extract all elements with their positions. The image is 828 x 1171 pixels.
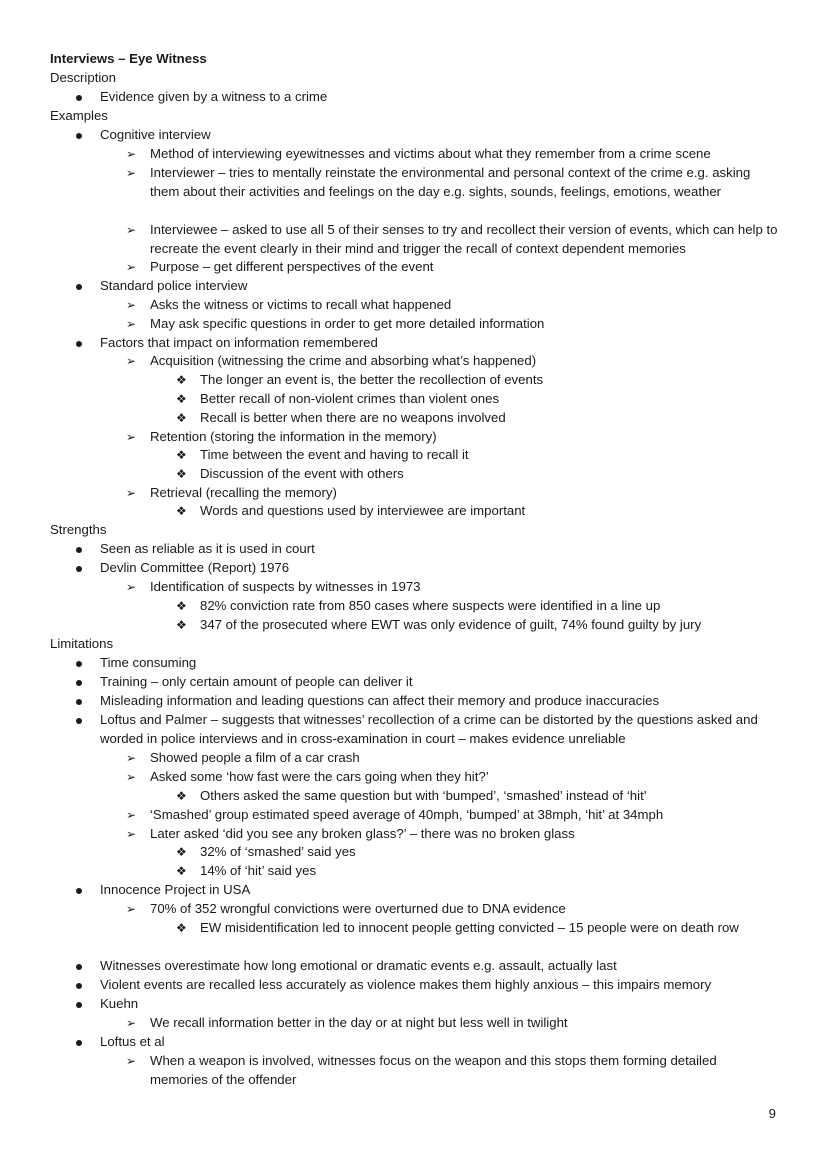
section-label-examples: Examples: [50, 108, 108, 123]
diamond-bullet-icon: ❖: [176, 618, 187, 632]
list-item: Retrieval (recalling the memory): [150, 485, 337, 500]
list-item: When a weapon is involved, witnesses focus on the weapon and this stops them forming detailed memories of the offender: [150, 1053, 717, 1087]
diamond-bullet-icon: ❖: [176, 789, 187, 803]
list-item: 82% conviction rate from 850 cases where suspects were identified in a line up: [200, 598, 661, 613]
list-item: 347 of the prosecuted where EWT was only evidence of guilt, 74% found guilty by jury: [200, 617, 702, 632]
arrow-bullet-icon: ➢: [126, 486, 137, 500]
bullet-dot: [76, 983, 82, 989]
list-item: Kuehn: [100, 996, 139, 1011]
bullet-dot: [76, 284, 82, 290]
list-item: Acquisition (witnessing the crime and absorbing what’s happened): [150, 353, 537, 368]
bullet-dot: [76, 680, 82, 686]
diamond-bullet-icon: ❖: [176, 411, 187, 425]
arrow-bullet-icon: ➢: [126, 751, 137, 765]
list-item: Time consuming: [100, 655, 197, 670]
page-number: 9: [768, 1106, 776, 1121]
list-item: Method of interviewing eyewitnesses and victims about what they remember from a crime scene: [150, 146, 711, 161]
list-item: Asked some ‘how fast were the cars going when they hit?’: [150, 769, 489, 784]
list-item: Evidence given by a witness to a crime: [100, 89, 328, 104]
list-item: Interviewer – tries to mentally reinstate the environmental and personal context of the crime e.g. asking them about their activities and feelings on the day e.g. sights, sounds, feelings, emotions, weather: [150, 165, 751, 199]
list-item: The longer an event is, the better the recollection of events: [200, 372, 544, 387]
list-item: Training – only certain amount of people can deliver it: [100, 674, 413, 689]
section-label-strengths: Strengths: [50, 522, 107, 537]
list-item: Loftus et al: [100, 1034, 165, 1049]
list-item: Retention (storing the information in the memory): [150, 429, 437, 444]
arrow-bullet-icon: ➢: [126, 1016, 137, 1030]
list-item: Cognitive interview: [100, 127, 211, 142]
diamond-bullet-icon: ❖: [176, 921, 187, 935]
list-item: May ask specific questions in order to get more detailed information: [150, 316, 545, 331]
list-item: Discussion of the event with others: [200, 466, 404, 481]
arrow-bullet-icon: ➢: [126, 166, 137, 180]
bullet-dot: [76, 95, 82, 101]
list-item: Factors that impact on information remembered: [100, 335, 378, 350]
arrow-bullet-icon: ➢: [126, 223, 137, 237]
list-item: Standard police interview: [100, 278, 248, 293]
list-item: Later asked ‘did you see any broken glass?’ – there was no broken glass: [150, 826, 575, 841]
bullet-dot: [76, 133, 82, 139]
list-item: Others asked the same question but with ‘bumped’, ‘smashed’ instead of ‘hit’: [200, 788, 647, 803]
list-item: 70% of 352 wrongful convictions were overturned due to DNA evidence: [150, 901, 566, 916]
list-item: Devlin Committee (Report) 1976: [100, 560, 290, 575]
list-item: ‘Smashed’ group estimated speed average of 40mph, ‘bumped’ at 38mph, ‘hit’ at 34mph: [150, 807, 664, 822]
bullet-dot: [76, 1002, 82, 1008]
bullet-dot: [76, 718, 82, 724]
diamond-bullet-icon: ❖: [176, 845, 187, 859]
list-item: Recall is better when there are no weapons involved: [200, 410, 506, 425]
arrow-bullet-icon: ➢: [126, 147, 137, 161]
bullet-dot: [76, 964, 82, 970]
list-item: Words and questions used by interviewee are important: [200, 503, 526, 518]
arrow-bullet-icon: ➢: [126, 354, 137, 368]
list-item: 32% of ‘smashed’ said yes: [200, 844, 356, 859]
bullet-dot: [76, 888, 82, 894]
bullet-dot: [76, 566, 82, 572]
page-title: Interviews – Eye Witness: [50, 51, 207, 66]
bullet-dot: [76, 1040, 82, 1046]
bullet-dot: [76, 661, 82, 667]
arrow-bullet-icon: ➢: [126, 808, 137, 822]
arrow-bullet-icon: ➢: [126, 430, 137, 444]
list-item: Showed people a film of a car crash: [150, 750, 360, 765]
list-item: Loftus and Palmer – suggests that witnesses’ recollection of a crime can be distorted by the questions asked and worded in police interviews and in cross-examination in court – makes evidence unreliable: [100, 712, 758, 746]
list-item: Asks the witness or victims to recall what happened: [150, 297, 452, 312]
arrow-bullet-icon: ➢: [126, 827, 137, 841]
list-item: Better recall of non-violent crimes than violent ones: [200, 391, 500, 406]
list-item: We recall information better in the day or at night but less well in twilight: [150, 1015, 568, 1030]
list-item: Purpose – get different perspectives of the event: [150, 259, 434, 274]
diamond-bullet-icon: ❖: [176, 373, 187, 387]
arrow-bullet-icon: ➢: [126, 298, 137, 312]
list-item: Time between the event and having to recall it: [200, 447, 469, 462]
bullet-dot: [76, 341, 82, 347]
bullet-dot: [76, 547, 82, 553]
arrow-bullet-icon: ➢: [126, 902, 137, 916]
list-item: Identification of suspects by witnesses in 1973: [150, 579, 421, 594]
arrow-bullet-icon: ➢: [126, 580, 137, 594]
diamond-bullet-icon: ❖: [176, 504, 187, 518]
section-label-limitations: Limitations: [50, 636, 114, 651]
diamond-bullet-icon: ❖: [176, 599, 187, 613]
list-item: Interviewee – asked to use all 5 of their senses to try and recollect their version of events, which can help to recreate the event clearly in their mind and trigger the recall of context dependent memories: [150, 222, 778, 256]
list-item: Innocence Project in USA: [100, 882, 251, 897]
list-item: Witnesses overestimate how long emotional or dramatic events e.g. assault, actually last: [100, 958, 617, 973]
list-item: Violent events are recalled less accurately as violence makes them highly anxious – this impairs memory: [100, 977, 712, 992]
section-label-description: Description: [50, 70, 116, 85]
arrow-bullet-icon: ➢: [126, 770, 137, 784]
arrow-bullet-icon: ➢: [126, 317, 137, 331]
list-item: 14% of ‘hit’ said yes: [200, 863, 317, 878]
diamond-bullet-icon: ❖: [176, 864, 187, 878]
list-item: Seen as reliable as it is used in court: [100, 541, 315, 556]
arrow-bullet-icon: ➢: [126, 260, 137, 274]
bullet-dot: [76, 699, 82, 705]
list-item: Misleading information and leading questions can affect their memory and produce inaccuracies: [100, 693, 660, 708]
diamond-bullet-icon: ❖: [176, 467, 187, 481]
diamond-bullet-icon: ❖: [176, 392, 187, 406]
diamond-bullet-icon: ❖: [176, 448, 187, 462]
arrow-bullet-icon: ➢: [126, 1054, 137, 1068]
list-item: EW misidentification led to innocent people getting convicted – 15 people were on death row: [200, 920, 739, 935]
